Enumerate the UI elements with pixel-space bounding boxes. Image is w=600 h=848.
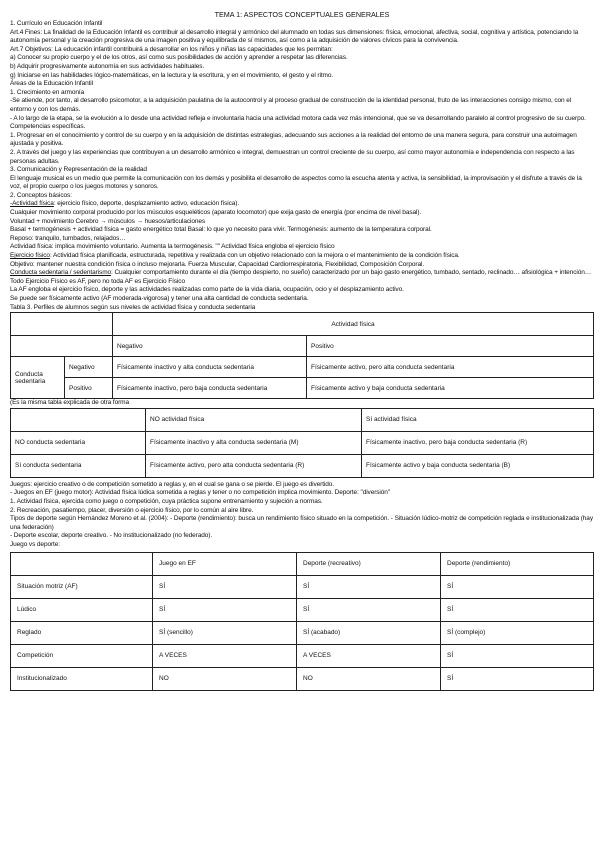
table-header-negativo: Negativo	[113, 336, 307, 357]
table-row	[11, 378, 594, 399]
table-row	[11, 598, 594, 621]
document-page	[10, 10, 594, 691]
table-cell: Físicamente activo y baja conducta sedentaria	[307, 378, 594, 399]
term-text: : Actividad física planificada, estructurada, repetitiva y realizada con un objetivo relacionado con la mejora o el mantenimiento de la condición física.	[49, 252, 460, 260]
table-cell: Físicamente activo, pero alta conducta sedentaria	[307, 357, 594, 378]
text-line: Objetivo: mantener nuestra condición física o incluso mejorarla. Fuerza Muscular, Capacidad Cardiorrespiratoria, Flexibilidad, Composición Corporal.	[10, 260, 425, 268]
text-line: Juego vs deporte:	[10, 540, 60, 548]
text-line: -Se atiende, por tanto, al desarrollo psicomotor, a la adquisición paulatina de la autocontrol y al proceso gradual de construcción de la identidad personal, fruto de las interacciones consigo mismo, con el entorno y con los demás.	[10, 97, 572, 113]
table-header	[11, 552, 153, 575]
table-row	[11, 408, 594, 431]
table-row	[11, 454, 594, 477]
text-line: Voluntad + movimiento Cerebro → músculos → huesos/articulaciones	[10, 217, 206, 225]
table-cell: A VECES	[297, 644, 441, 667]
table-header-positivo: Positivo	[307, 336, 594, 357]
term-conducta-sedentaria: Conducta sedentaria / sedentarismo	[10, 269, 112, 277]
text-line: 2. Recreación, pasatiempo, placer, diversión o ejercicio físico, por lo común al aire libre.	[10, 506, 254, 514]
table-cell: NO	[297, 667, 441, 690]
text-line: 1. Actividad física, ejercida como juego o competición, cuya práctica supone entrenamiento y sujeción a normas.	[10, 497, 323, 505]
text-line	[10, 269, 594, 286]
table-row	[11, 357, 594, 378]
table-row	[11, 644, 594, 667]
table-row-header: Reglado	[11, 621, 153, 644]
table-alt-caption: (Es la misma tabla explicada de otra forma	[10, 399, 129, 407]
text-line: - Deporte escolar, deporte creativo. - No institucionalizado (no federado).	[10, 532, 213, 540]
table-header-no-af: NO actividad física	[146, 408, 362, 431]
table-cell: SÍ (acabado)	[297, 621, 441, 644]
table-cell: Físicamente inactivo, pero baja conducta sedentaria	[113, 378, 307, 399]
table-row-header-positivo: Positivo	[65, 378, 113, 399]
table-cell: Físicamente inactivo y alta conducta sedentaria	[113, 357, 307, 378]
table-cell: Físicamente inactivo, pero baja conducta sedentaria (R)	[362, 431, 594, 454]
table-row	[11, 431, 594, 454]
table-row	[11, 313, 594, 336]
text-line: 2. A través del juego y las experiencias que contribuyen a un desarrollo armónico e integral, demuestran un control creciente de su cuerpo, así como mayor autonomía e independencia con respecto a las personas adultas.	[10, 148, 575, 165]
text-line: g) Iniciarse en las habilidades lógico-matemáticas, en la lectura y la escritura, y en el movimiento, el gesto y el ritmo.	[10, 71, 334, 79]
table-row-header: Institucionalizado	[11, 667, 153, 690]
text-line: Basal + termogénesis + actividad física = gasto energético total Basal: lo que yo necesito para vivir. Termogénesis: aumento de la temperatura corporal.	[10, 226, 432, 234]
text-line: Art.4 Fines: La finalidad de la Educación Infantil es contribuir al desarrollo integral y armónico del alumnado en todas sus dimensiones: física, emocional, afectiva, social, cognitiva y artística, potenciando la autonomía personal y la creación progresiva de una imagen positiva y equilibrada de sí mismos, así como a la adquisición de valores cívicos para la convivencia.	[10, 28, 579, 45]
text-line	[10, 200, 594, 209]
text-line: a) Conocer su propio cuerpo y el de los otros, así como sus posibilidades de acción y aprender a respetar las diferencias.	[10, 54, 348, 62]
term-ejercicio-fisico: Ejercicio físico	[10, 252, 50, 260]
table-cell: SÍ (complejo)	[441, 621, 594, 644]
text-line: Se puede ser físicamente activo (AF moderada-vigorosa) y tener una alta cantidad de conducta sedentaria.	[10, 295, 309, 302]
text-line: Áreas de la Educación Infantil	[10, 80, 93, 88]
term-text: : ejercicio físico, deporte, desplazamiento activo, educación física).	[53, 200, 240, 208]
table-row-header: Situación motriz (AF)	[11, 575, 153, 598]
table-header: Deporte (rendimiento)	[441, 552, 594, 575]
table-cell-empty	[11, 408, 146, 431]
table-cell: SÍ	[297, 598, 441, 621]
table-row-header-negativo: Negativo	[65, 357, 113, 378]
table-row	[11, 575, 594, 598]
table-cell: A VECES	[153, 644, 297, 667]
text-line: b) Adquirir progresivamente autonomía en sus actividades habituales.	[10, 62, 205, 70]
table-row	[11, 336, 594, 357]
intro-section	[10, 20, 594, 200]
table-cell: SÍ	[297, 575, 441, 598]
text-line: 1. Progresar en el conocimiento y control de su cuerpo y en la adquisición de distintas estrategias, adecuando sus acciones a la realidad del entorno de una manera segura, para construir una autoimagen ajustada y positiva.	[10, 131, 577, 148]
table-cell: SÍ	[153, 598, 297, 621]
table-cell: SÍ	[441, 598, 594, 621]
table3	[10, 312, 594, 399]
table-row	[11, 621, 594, 644]
text-line: - Juegos en EF (juego motor): Actividad física lúdica sometida a reglas y tener o no competición implica movimiento. Deporte: "diversión"	[10, 489, 391, 497]
table-cell: SÍ	[153, 575, 297, 598]
text-line: Art.7 Objetivos: La educación infantil contribuirá a desarrollar en los niños y niñas las capacidades que les permitan:	[10, 45, 333, 53]
table-cell: SÍ (sencillo)	[153, 621, 297, 644]
text-line: Reposo: tranquilo, tumbados, relajados…	[10, 234, 126, 242]
term-text: : Cualquier comportamiento durante el día (tiempo despierto, no sueño) caracterizado por un bajo gasto energético, tumbado, sentado, reclinado… afisiológica + intención… Todo Ejercicio Físico es AF, pero no toda AF es Ejercicio Físico	[10, 269, 592, 285]
table-cell: SÍ	[441, 644, 594, 667]
table-cell: SÍ	[441, 575, 594, 598]
document-title: TEMA 1: ASPECTOS CONCEPTUALES GENERALES	[214, 10, 390, 19]
text-line: 3. Comunicación y Representación de la realidad	[10, 166, 147, 174]
concepts-section	[10, 200, 594, 303]
table-cell-empty	[11, 336, 113, 357]
text-line: - A lo largo de la etapa, se la evolución a lo desde una actividad refleja e involuntaria hacia una actividad motora cada vez más intencional, que se va desarrollando paralelo al control progresivo de su cuerpo.	[10, 114, 586, 122]
term-actividad-fisica: -Actividad física	[10, 200, 54, 208]
table-alt	[10, 408, 594, 478]
text-line	[10, 252, 594, 261]
juegos-section	[10, 481, 594, 550]
table-cell-empty	[11, 313, 113, 336]
text-line: Cualquier movimiento corporal producido por los músculos esqueléticos (aparato locomotor) que exija gasto de energía (por encima de nivel basal).	[10, 209, 422, 217]
text-line: Juegos: ejercicio creativo o de competición sometido a reglas y, en el cual se gana o se pierde. El juego es divertido.	[10, 480, 335, 488]
table-row-header: Sí conducta sedentaria	[11, 454, 146, 477]
table-row-header: Competición	[11, 644, 153, 667]
table-row-header: NO conducta sedentaria	[11, 431, 146, 454]
text-line: 1. Crecimiento en armonía	[10, 88, 85, 96]
table-cell: NO	[153, 667, 297, 690]
text-line: Competencias específicas.	[10, 123, 86, 131]
table-cell: Físicamente inactivo y alta conducta sedentaria (M)	[146, 431, 362, 454]
table-row	[11, 552, 594, 575]
table3-caption: Tabla 3. Perfiles de alumnos según sus niveles de actividad física y conducta sedentaria	[10, 303, 256, 311]
table-header: Juego en EF	[153, 552, 297, 575]
text-line: El lenguaje musical es un medio que permite la comunicación con los demás y posibilita el desarrollo de aspectos como la escucha atenta y activa, la sensibilidad, la improvisación y el disfrute a través de la voz, el propio cuerpo o los juegos motores y sonoros.	[10, 174, 582, 191]
table-cell: Físicamente activo, pero alta conducta sedentaria (R)	[146, 454, 362, 477]
juego-vs-deporte-table	[10, 552, 594, 691]
table-cell: SÍ	[441, 667, 594, 690]
text-line: Tipos de deporte según Hernández Moreno et al. (2004): - Deporte (rendimiento): busca un rendimiento físico situado en la competición. - Situación lúdico-motriz de competición reglada e institucionalizada (hay una federación)	[10, 515, 593, 531]
table-row-header: Lúdico	[11, 598, 153, 621]
table-cell: Físicamente activo y baja conducta sedentaria (B)	[362, 454, 594, 477]
table-row-header-conducta: Conducta sedentaria	[11, 357, 65, 399]
text-line: La AF engloba el ejercicio físico, deporte y las actividades realizadas como parte de la vida diaria, ocupación, ocio y el desplazamiento activo.	[10, 286, 404, 294]
table-header-si-af: Sí actividad física	[362, 408, 594, 431]
table-row	[11, 667, 594, 690]
text-line: 1. Currículo en Educación Infantil	[10, 20, 103, 27]
table-header: Deporte (recreativo)	[297, 552, 441, 575]
text-line: Actividad física: implica movimiento voluntario. Aumenta la termogénesis. "" Actividad física engloba el ejercicio físico	[10, 243, 335, 251]
text-line: 2. Conceptos básicos:	[10, 191, 72, 199]
table-header-actividad-fisica: Actividad física	[113, 313, 594, 336]
